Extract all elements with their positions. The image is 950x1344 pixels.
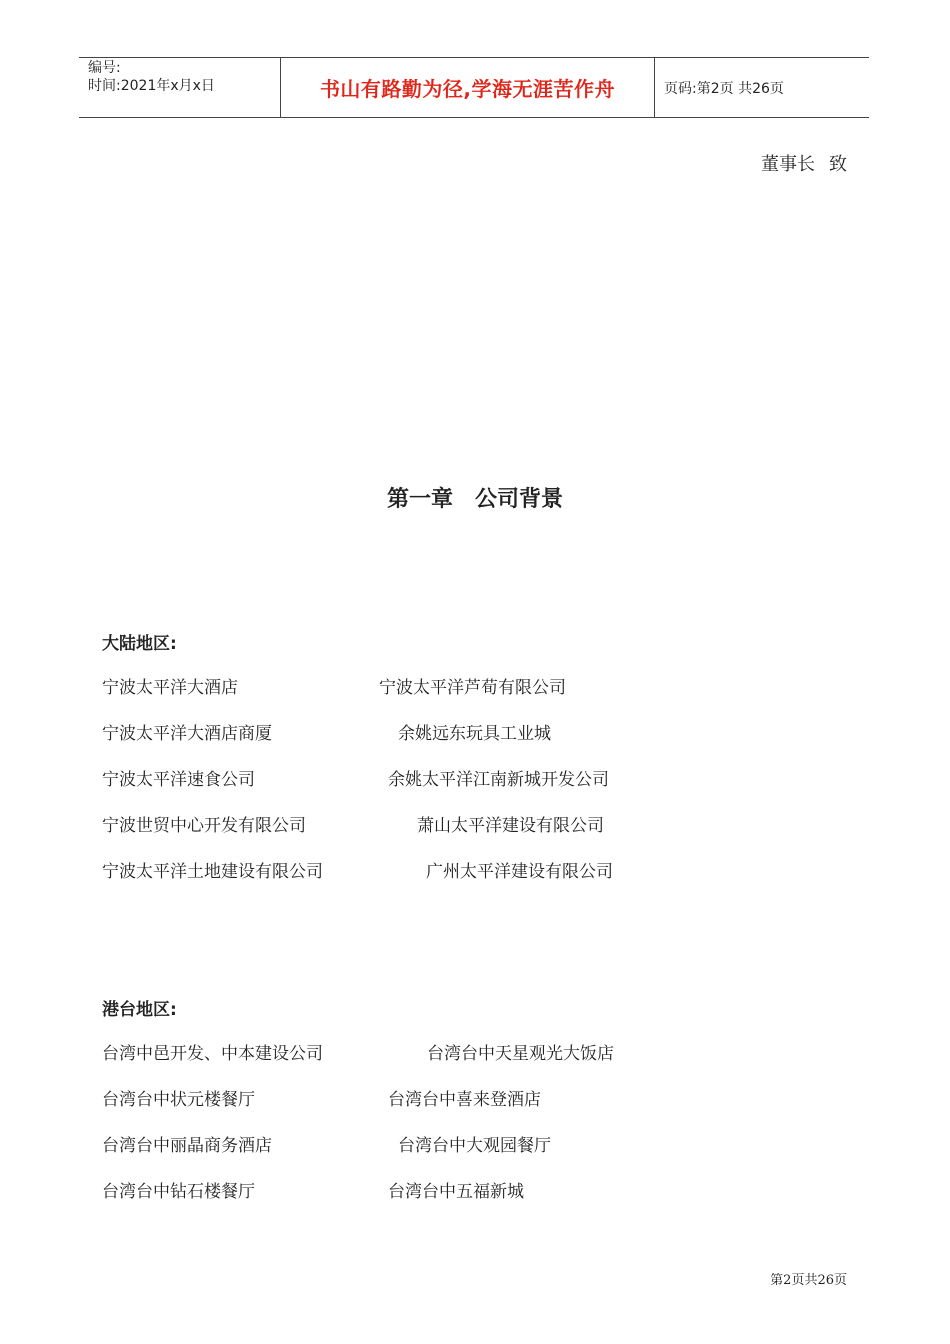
chapter-number: 第一章: [386, 487, 453, 512]
company-name: 宁波太平洋土地建设有限公司: [102, 862, 323, 882]
header-page-label: 页码:第2页 共26页: [664, 80, 784, 97]
company-name: 台湾台中大观园餐厅: [398, 1136, 551, 1156]
hktw-title: 港台地区:: [102, 1000, 177, 1020]
signature-word: 致: [829, 154, 847, 175]
chapter-heading: [0, 482, 950, 513]
company-name: 余姚太平洋江南新城开发公司: [388, 770, 609, 790]
list-item: [102, 1177, 802, 1203]
header-motto: 书山有路勤为径,学海无涯苦作舟: [281, 58, 655, 117]
signature-line: [761, 150, 847, 176]
list-item: [102, 857, 802, 883]
chapter-title: 公司背景: [475, 487, 564, 512]
list-item: [102, 811, 802, 837]
company-name: 宁波太平洋大酒店: [102, 678, 238, 698]
mainland-title: 大陆地区:: [102, 634, 177, 654]
header-meta: [79, 58, 281, 117]
list-item: [102, 673, 802, 699]
company-name: 台湾台中丽晶商务酒店: [102, 1136, 272, 1156]
company-name: 台湾台中状元楼餐厅: [102, 1090, 255, 1110]
company-name: 宁波太平洋芦荀有限公司: [379, 678, 566, 698]
list-item: [102, 719, 802, 745]
company-name: 台湾台中五福新城: [388, 1182, 524, 1202]
header-number-label: 编号:: [88, 60, 121, 76]
company-name: 台湾台中天星观光大饭店: [427, 1044, 614, 1064]
company-name: 萧山太平洋建设有限公司: [417, 816, 604, 836]
company-name: 宁波太平洋速食公司: [102, 770, 255, 790]
page-footer: 第2页共26页: [770, 1273, 847, 1288]
header-time-label: 时间:2021年x月x日: [88, 78, 215, 94]
company-name: 宁波世贸中心开发有限公司: [102, 816, 306, 836]
list-item: [102, 765, 802, 791]
list-item: [102, 1131, 802, 1157]
company-name: 台湾中邑开发、中本建设公司: [102, 1044, 323, 1064]
page-header: [79, 57, 869, 118]
company-name: 广州太平洋建设有限公司: [426, 862, 613, 882]
company-name: 台湾台中钻石楼餐厅: [102, 1182, 255, 1202]
list-item: [102, 1085, 802, 1111]
company-name: 台湾台中喜来登酒店: [388, 1090, 541, 1110]
company-name: 宁波太平洋大酒店商厦: [102, 724, 272, 744]
signature-title: 董事长: [761, 154, 815, 175]
company-name: 余姚远东玩具工业城: [398, 724, 551, 744]
list-item: [102, 1039, 802, 1065]
